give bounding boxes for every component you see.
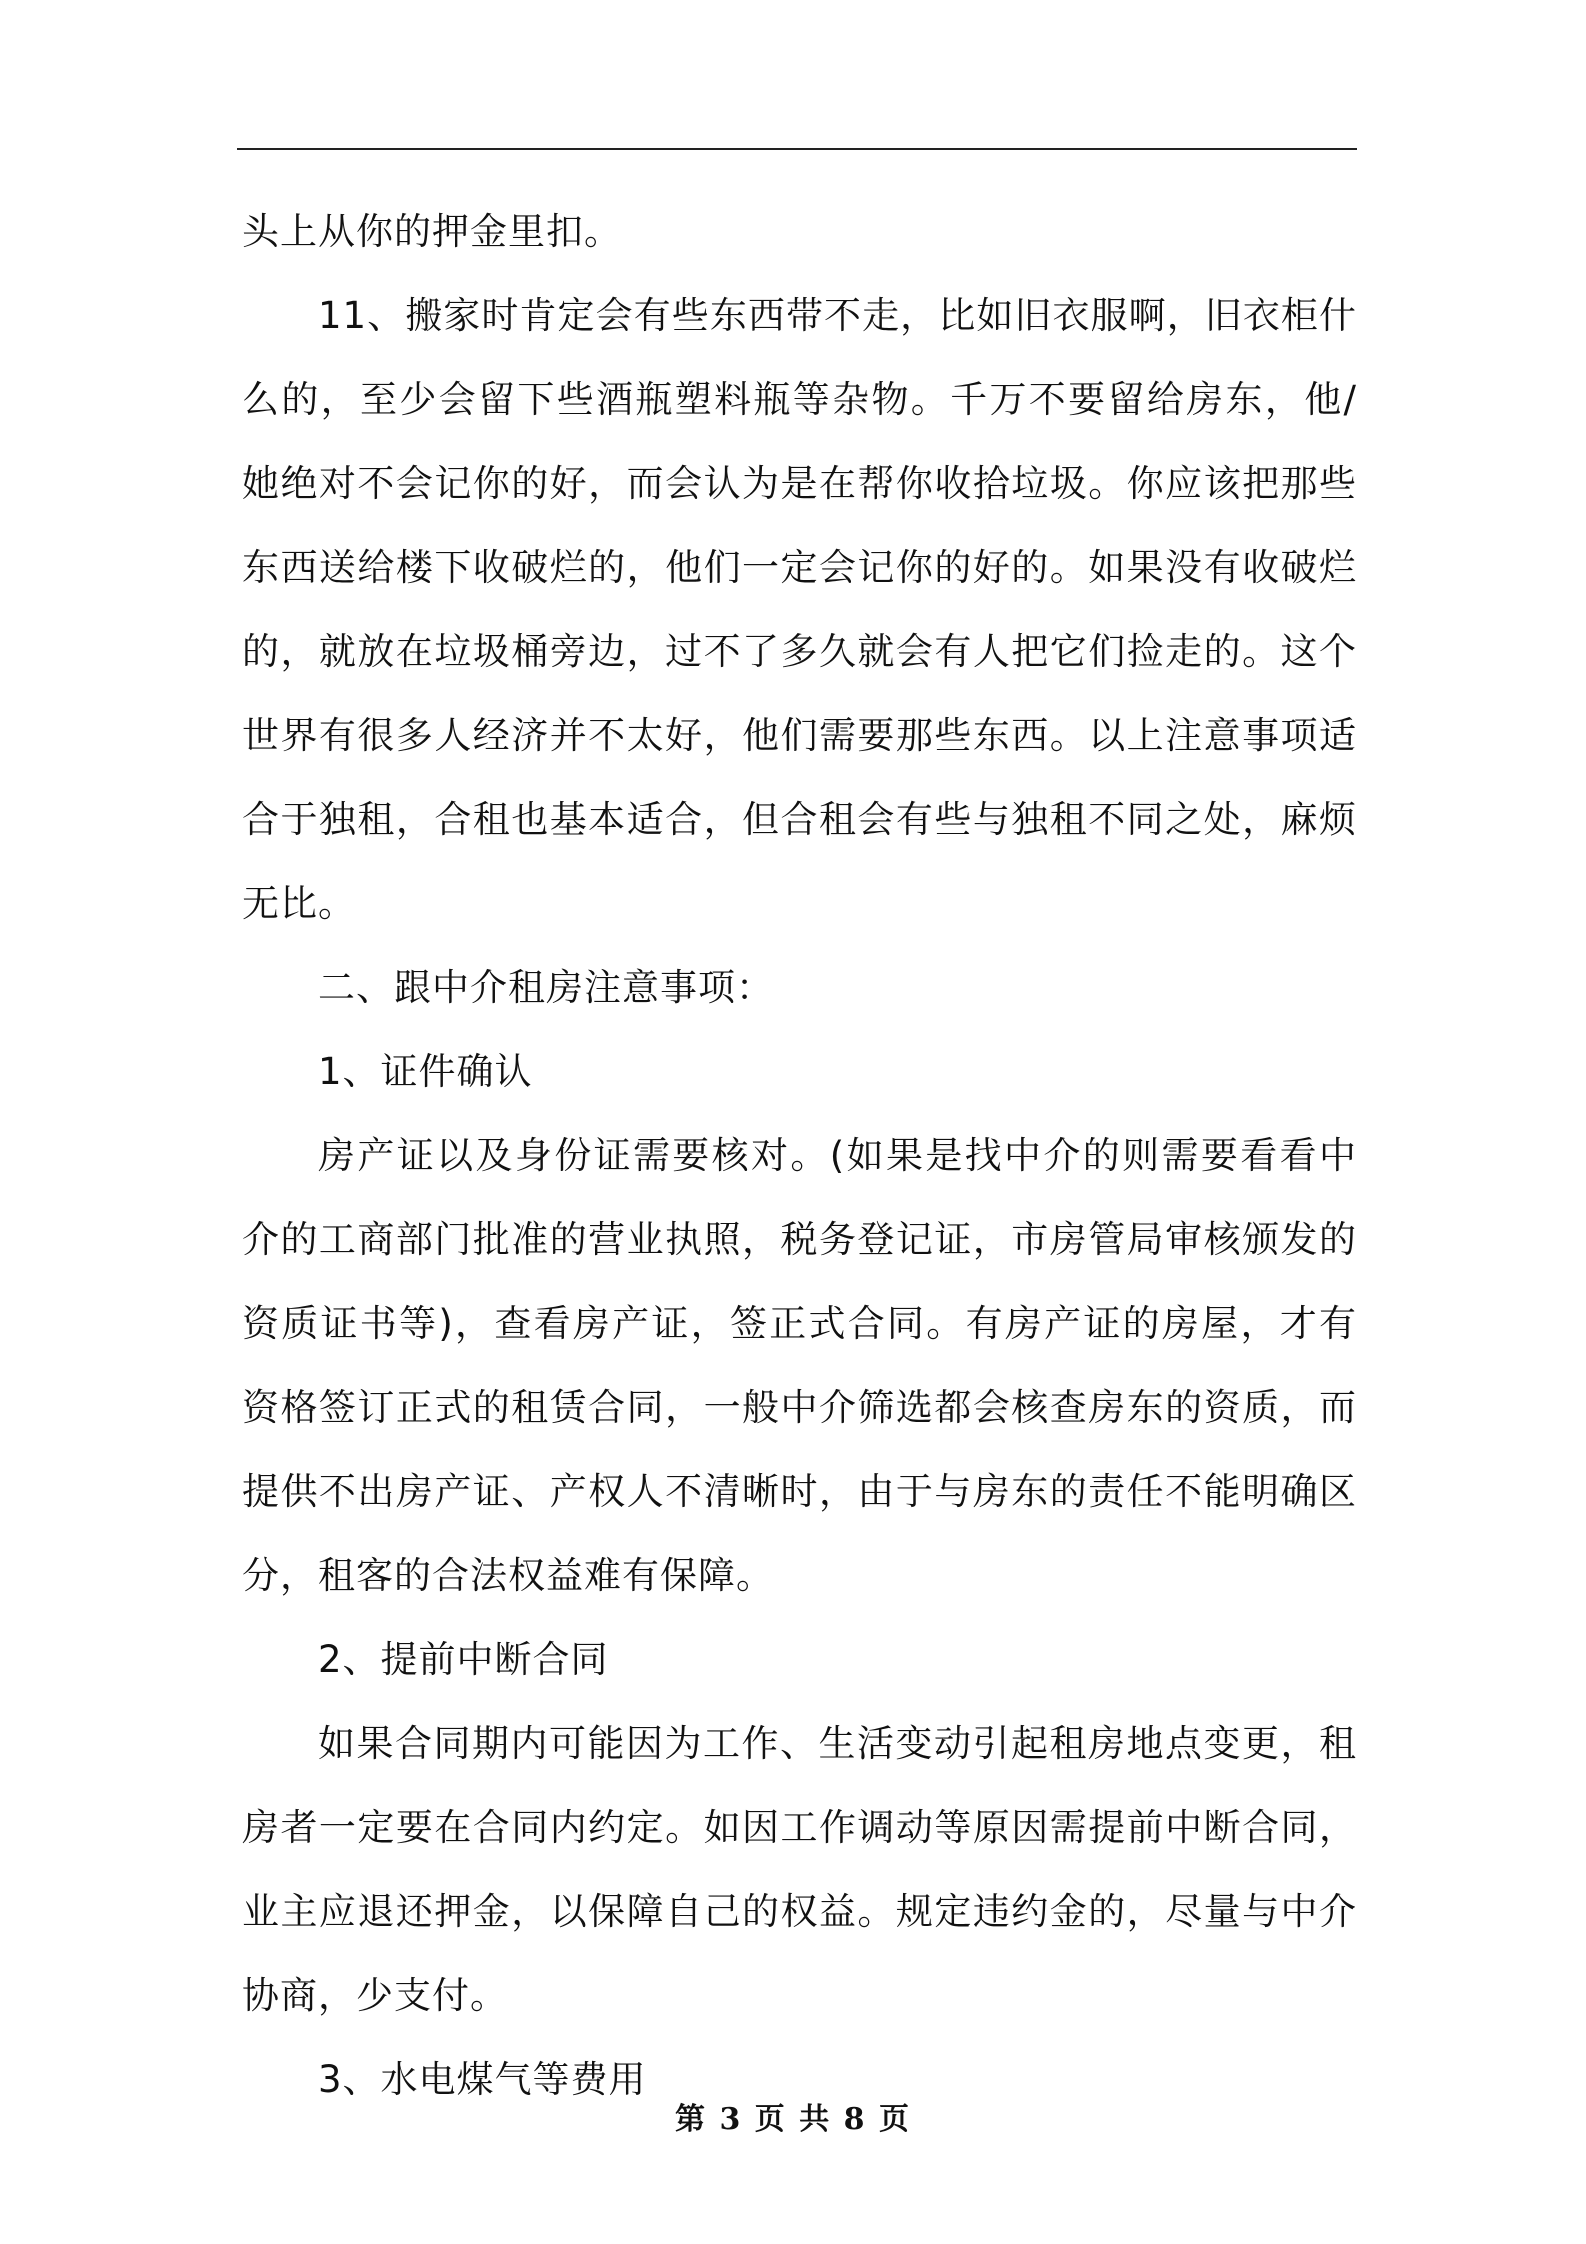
subheading: 1、证件确认 xyxy=(318,1050,533,1093)
subheading: 2、提前中断合同 xyxy=(318,1638,609,1681)
page-number: 第 3 页 共 8 页 xyxy=(675,2102,911,2137)
subheading: 3、水电煤气等费用 xyxy=(318,2058,647,2101)
paragraph: 房产证以及身份证需要核对。(如果是找中介的则需要看看中介的工商部门批准的营业执照，税务登记证，市房管局审核颁发的资质证书等)，查看房产证，签正式合同。有房产证的房屋，才有资格签订正式的租赁合同，一般中介筛选都会核查房东的资质，而提供不出房产证、产权人不清晰时，由于与房东的责任不能明确区分，租客的合法权益难有保障。 xyxy=(242,1134,1357,1597)
document-body xyxy=(242,190,1357,2122)
section-heading: 二、跟中介租房注意事项： xyxy=(318,966,774,1009)
paragraph: 如果合同期内可能因为工作、生活变动引起租房地点变更，租房者一定要在合同内约定。如因工作调动等原因需提前中断合同，业主应退还押金，以保障自己的权益。规定违约金的，尽量与中介协商，少支付。 xyxy=(242,1722,1357,2017)
paragraph: 11、搬家时肯定会有些东西带不走，比如旧衣服啊，旧衣柜什么的，至少会留下些酒瓶塑料瓶等杂物。千万不要留给房东，他/她绝对不会记你的好，而会认为是在帮你收拾垃圾。你应该把那些东西送给楼下收破烂的，他们一定会记你的好的。如果没有收破烂的，就放在垃圾桶旁边，过不了多久就会有人把它们捡走的。这个世界有很多人经济并不太好，他们需要那些东西。以上注意事项适合于独租，合租也基本适合，但合租会有些与独租不同之处，麻烦无比。 xyxy=(242,294,1357,925)
header-rule xyxy=(237,148,1357,150)
paragraph: 头上从你的押金里扣。 xyxy=(242,210,622,253)
